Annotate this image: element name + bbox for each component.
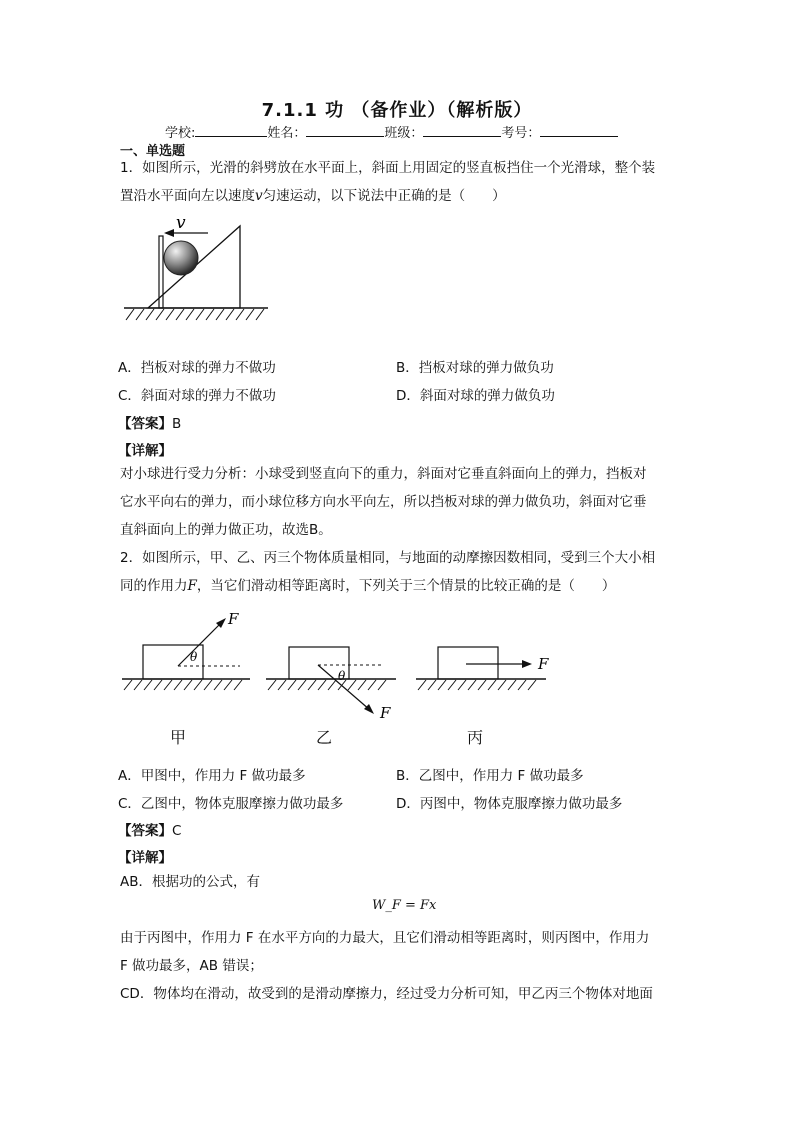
q2-detail-tag-text: 【详解】: [118, 850, 172, 866]
q2-detail-ab: AB．根据功的公式，有: [120, 874, 260, 890]
q1-option-d[interactable]: D．斜面对球的弹力做负功: [396, 388, 555, 404]
q2-force-a-label: F: [228, 610, 239, 628]
q1-detail-tag: [118, 439, 172, 459]
q2-figure-c: [416, 647, 549, 690]
q1-stem-v: v: [255, 188, 263, 204]
q2-answer: [118, 819, 181, 839]
school-label: 学校:: [165, 126, 196, 141]
q1-option-a[interactable]: A．挡板对球的弹力不做功: [118, 360, 276, 376]
q1-stem-part: 匀速运动，以下说法中正确的是（ ）: [262, 188, 506, 204]
q2-stem: [120, 544, 680, 600]
q1-detail-line-1: 对小球进行受力分析：小球受到竖直向下的重力，斜面对它垂直斜面向上的弹力，挡板对: [120, 466, 647, 482]
q2-detail: [120, 924, 680, 1008]
exam-no-label: 考号：: [501, 126, 541, 141]
q2-force-a: [178, 622, 222, 666]
q1-answer-tag: 【答案】: [118, 416, 172, 432]
q2-figure-b: [266, 647, 396, 722]
q1-detail-tag-text: 【详解】: [118, 443, 172, 459]
q2-detail-tag: [118, 846, 172, 866]
q1-detail: [120, 460, 680, 544]
q2-answer-tag: 【答案】: [118, 823, 172, 839]
q2-stem-line-1: 2．如图所示，甲、乙、丙三个物体质量相同，与地面的动摩擦因数相同，受到三个大小相: [120, 550, 656, 566]
section-heading: 一、单选题: [120, 144, 186, 159]
q2-answer-value: C: [172, 823, 182, 839]
q2-angle-b-label: θ: [338, 669, 346, 683]
q1-answer: [118, 412, 181, 432]
name-label: 姓名：: [267, 126, 307, 141]
q1-stem-part: 置沿水平面向左以速度: [120, 188, 255, 204]
q2-figure-a: [122, 610, 250, 690]
q2-force-c-label: F: [538, 655, 549, 673]
q2-force-b-label: F: [380, 704, 391, 722]
q1-ground-hatch: [126, 309, 264, 320]
class-label: 班级：: [384, 126, 424, 141]
q1-stem-line-2: [120, 182, 680, 210]
q2-stem-line-2: [120, 572, 680, 600]
q2-stem-F: F: [187, 578, 197, 594]
q2-option-a[interactable]: A．甲图中，作用力 F 做功最多: [118, 768, 306, 784]
q2-caption-c: 丙: [467, 728, 484, 747]
page-title: 7.1.1 功 （备作业）（解析版）: [261, 100, 533, 121]
q1-velocity-arrowhead: [164, 229, 174, 237]
q2-figure: [118, 608, 558, 724]
q1-velocity-label: v: [176, 213, 186, 233]
q2-detail-line-1: 由于丙图中，作用力 F 在水平方向的力最大，且它们滑动相等距离时，则丙图中，作用力: [120, 930, 650, 946]
q2-option-d[interactable]: D．丙图中，物体克服摩擦力做功最多: [396, 796, 623, 812]
q1-answer-value: B: [172, 416, 182, 432]
q2-angle-a-label: θ: [190, 650, 198, 664]
school-blank: [195, 124, 267, 137]
student-info-line: [165, 122, 618, 141]
q2-option-b[interactable]: B．乙图中，作用力 F 做功最多: [396, 768, 584, 784]
q2-block-c: [438, 647, 498, 679]
q2-stem-part: 同的作用力: [120, 578, 188, 594]
q1-stem-line-1: 1．如图所示，光滑的斜劈放在水平面上，斜面上用固定的竖直板挡住一个光滑球，整个装: [120, 160, 656, 176]
q2-option-c[interactable]: C．乙图中，物体克服摩擦力做功最多: [118, 796, 344, 812]
q2-force-c-arrowhead: [522, 660, 532, 668]
q1-detail-line-2: 它水平向右的弹力，而小球位移方向水平向左，所以挡板对球的弹力做负功，斜面对它垂: [120, 494, 647, 510]
q2-caption-a: 甲: [170, 728, 187, 747]
exam-no-blank: [540, 124, 618, 137]
q2-stem-part: ，当它们滑动相等距离时，下列关于三个情景的比较正确的是（ ）: [196, 578, 616, 594]
q1-option-b[interactable]: B．挡板对球的弹力做负功: [396, 360, 554, 376]
q1-figure: [118, 208, 278, 328]
name-blank: [306, 124, 384, 137]
q1-detail-line-3: 直斜面向上的弹力做正功，故选B。: [120, 522, 332, 538]
q2-detail-line-2: F 做功最多，AB 错误；: [120, 958, 263, 974]
q1-ball: [164, 241, 198, 275]
q1-option-c[interactable]: C．斜面对球的弹力不做功: [118, 388, 276, 404]
class-blank: [423, 124, 501, 137]
q2-caption-b: 乙: [316, 728, 333, 747]
q2-formula: W_F = Fx: [372, 898, 437, 913]
q1-stem: [120, 154, 680, 210]
q2-detail-line-cd: CD．物体均在滑动，故受到的是滑动摩擦力，经过受力分析可知，甲乙丙三个物体对地面: [120, 986, 653, 1002]
